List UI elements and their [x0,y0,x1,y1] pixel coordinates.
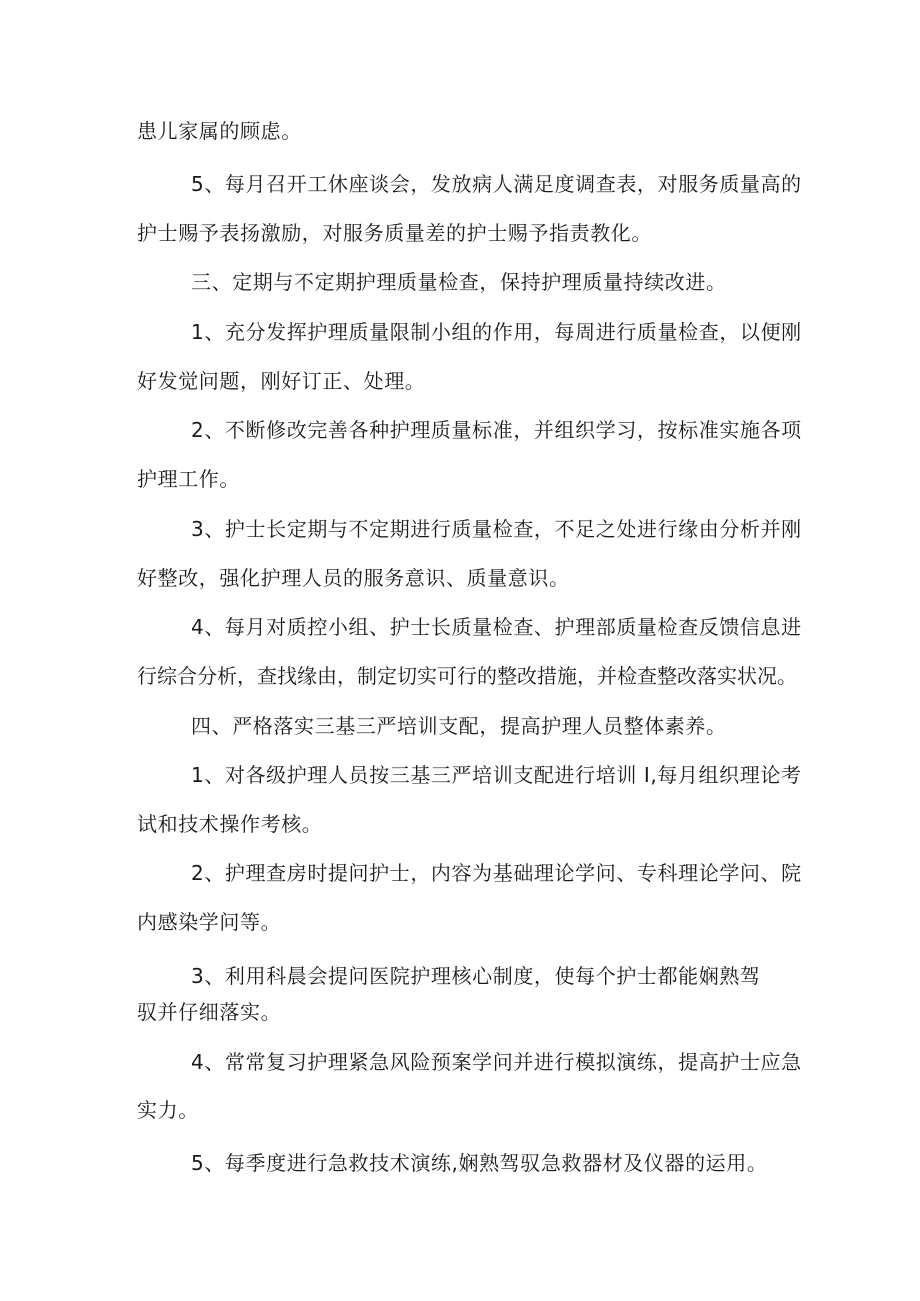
text-line: 1、充分发挥护理质量限制小组的作用，每周进行质量检查，以便刚 [191,320,802,344]
text-line: 3、护士长定期与不定期进行质量检查，不足之处进行缘由分析并刚 [191,517,802,541]
text-line: 3、利用科晨会提问医院护理核心制度，使每个护士都能娴熟驾 [191,964,761,988]
text-line: 实力。 [137,1098,199,1122]
text-line: 5、每季度进行急救技术演练,娴熟驾驭急救器材及仪器的运用。 [191,1151,768,1175]
text-line: 四、严格落实三基三严培训支配，提高护理人员整体素养。 [191,714,727,738]
text-line: 4、每月对质控小组、护士长质量检查、护理部质量检查反馈信息进 [191,615,802,639]
text-line: 护理工作。 [137,467,240,491]
text-line: 好发觉问题，刚好订正、处理。 [137,369,426,393]
text-line: 驭并仔细落实。 [137,1000,282,1024]
text-line: 患儿家属的顾虑。 [137,119,302,143]
text-line: 三、定期与不定期护理质量检查，保持护理质量持续改进。 [191,270,727,294]
text-line: 1、对各级护理人员按三基三严培训支配进行培训 I,每月组织理论考 [191,763,802,787]
text-line: 好整改，强化护理人员的服务意识、质量意识。 [137,566,570,590]
text-line: 4、常常复习护理紧急风险预案学问并进行模拟演练，提高护士应急 [191,1050,802,1074]
text-line: 护士赐予表扬激励，对服务质量差的护士赐予指责教化。 [137,221,652,245]
text-line: 5、每月召开工休座谈会，发放病人满足度调查表，对服务质量高的 [191,172,802,196]
text-line: 试和技术操作考核。 [137,812,323,836]
text-line: 行综合分析，查找缘由，制定切实可行的整改措施，并检查整改落实状况。 [137,664,797,688]
text-line: 内感染学问等。 [137,910,282,934]
text-line: 2、不断修改完善各种护理质量标准，并组织学习，按标准实施各项 [191,418,802,442]
text-line: 2、护理查房时提问护士，内容为基础理论学问、专科理论学问、院 [191,861,802,885]
